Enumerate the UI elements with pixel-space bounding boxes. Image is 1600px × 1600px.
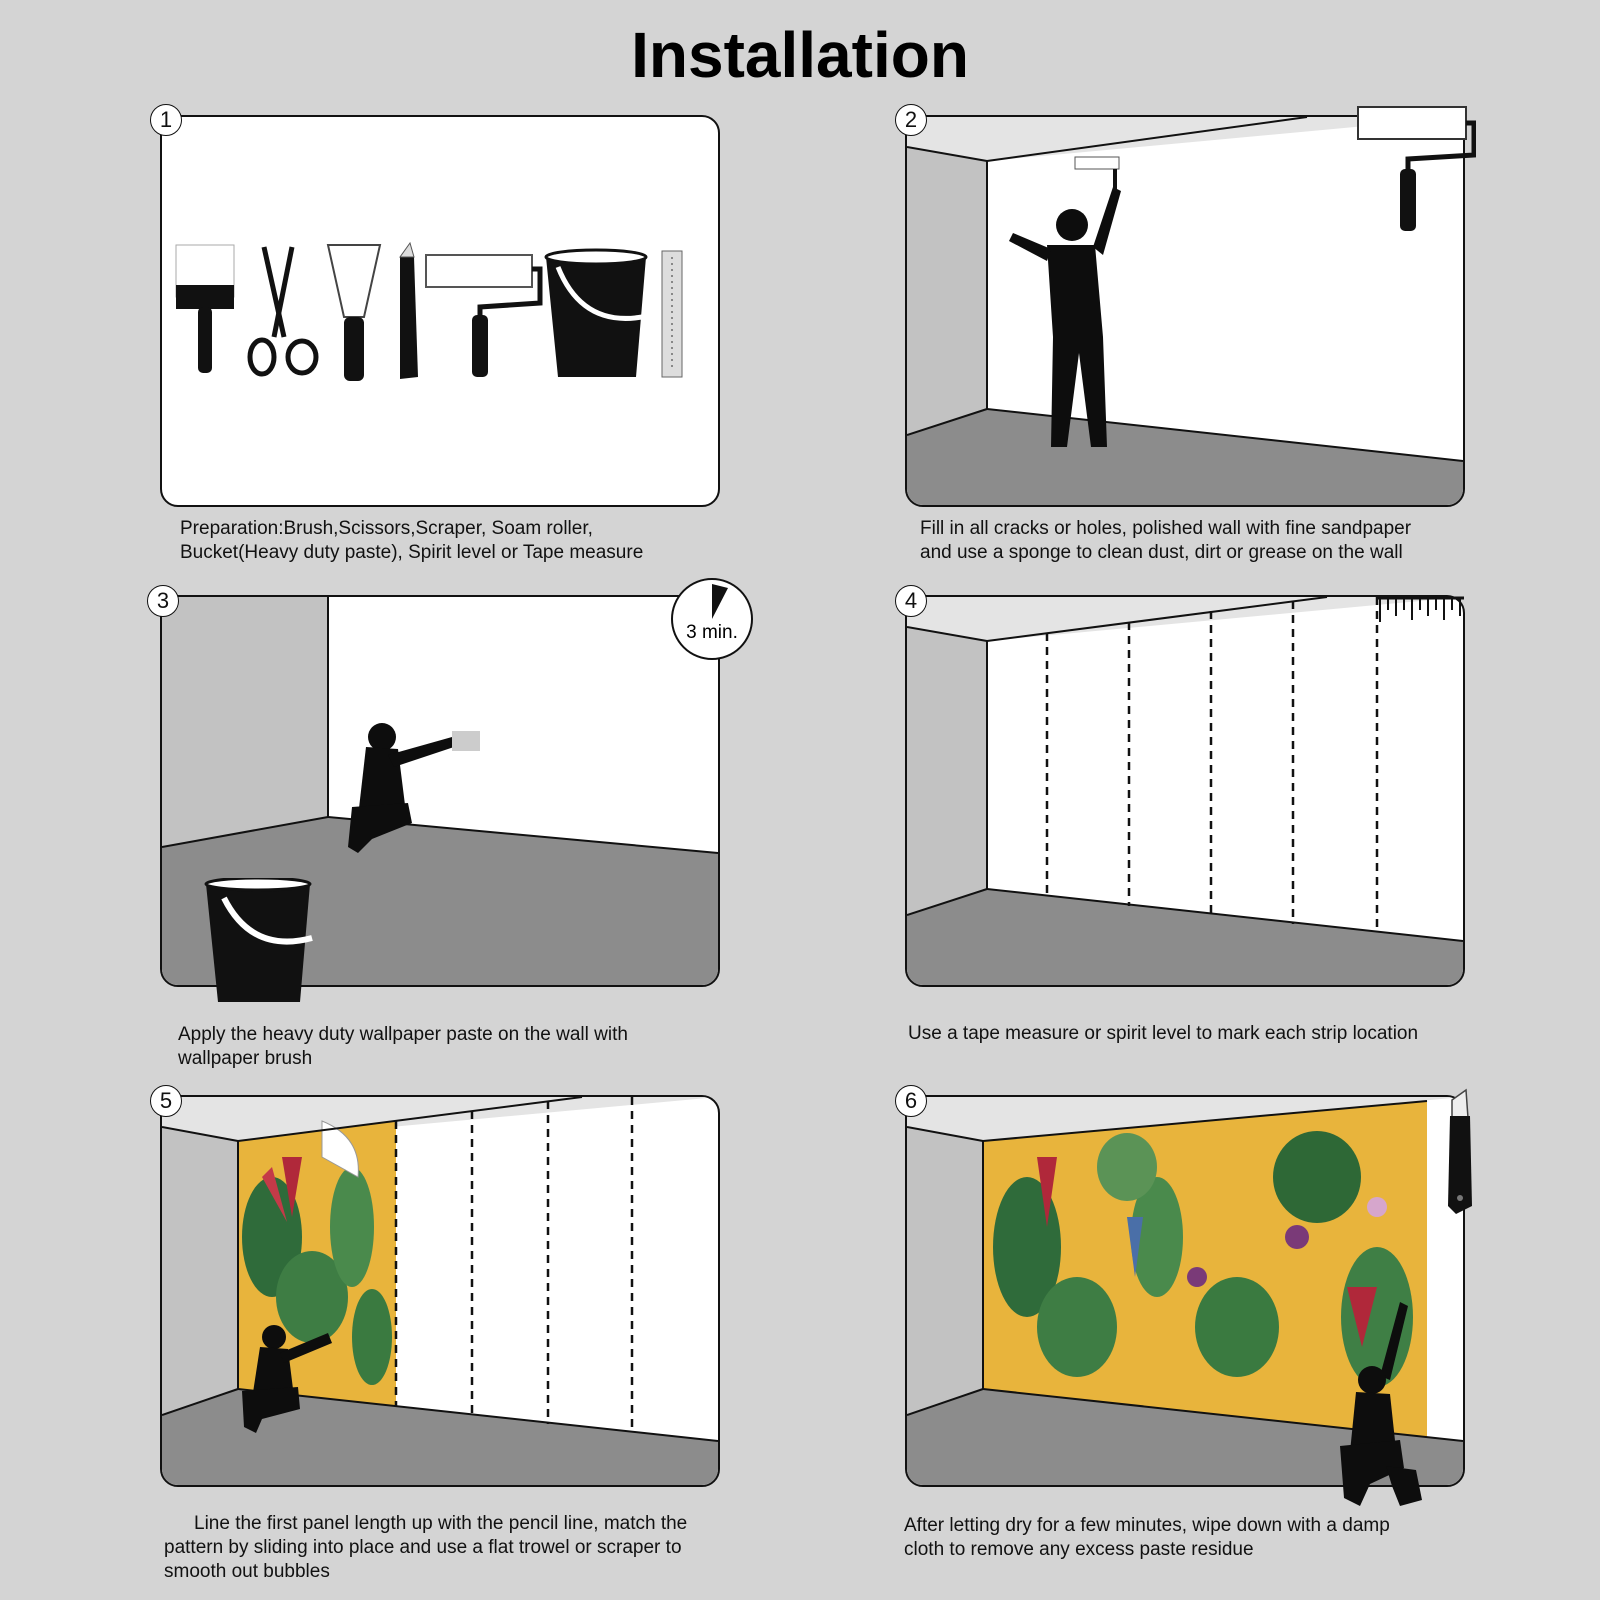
step-number: 4	[895, 585, 927, 617]
step-4-panel	[905, 595, 1465, 987]
page-title: Installation	[631, 19, 969, 91]
step-caption	[178, 1023, 628, 1071]
bucket-icon	[202, 878, 322, 1008]
strip-guide-lines	[396, 1097, 632, 1433]
step-number: 6	[895, 1085, 927, 1117]
step-caption	[904, 1514, 1390, 1562]
step-number: 5	[150, 1085, 182, 1117]
step-number: 3	[147, 585, 179, 617]
tape-measure-icon	[1376, 596, 1464, 626]
caption-line: Line the first panel length up with the pencil line, match the	[194, 1513, 688, 1534]
tools-illustration	[162, 117, 718, 505]
step-caption	[180, 517, 643, 565]
ruler-icon	[662, 251, 682, 377]
paint-roller-icon	[1356, 105, 1476, 235]
caption-line: Fill in all cracks or holes, polished wall with fine sandpaper	[920, 518, 1412, 539]
caption-line: smooth out bubbles	[164, 1561, 330, 1582]
step-number: 1	[150, 104, 182, 136]
person-crouching-icon	[1330, 1300, 1430, 1520]
caption-line: Preparation:Brush,Scissors,Scraper, Soam roller,	[180, 518, 593, 539]
step-1-panel	[160, 115, 720, 507]
timer-icon	[671, 578, 753, 660]
bucket-icon	[546, 250, 646, 377]
step-caption	[164, 1512, 687, 1584]
caption-line: pattern by sliding into place and use a flat trowel or scraper to	[164, 1537, 682, 1558]
caption-line: cloth to remove any excess paste residue	[904, 1539, 1254, 1560]
caption-line: Use a tape measure or spirit level to mark each strip location	[908, 1023, 1419, 1044]
paint-brush-icon	[176, 245, 234, 373]
step-5-panel	[160, 1095, 720, 1487]
step-caption	[920, 517, 1411, 565]
step-number: 2	[895, 104, 927, 136]
knife-icon	[400, 243, 418, 379]
caption-line: wallpaper brush	[178, 1048, 313, 1069]
room-illustration	[162, 1097, 718, 1485]
step-caption	[908, 1022, 1418, 1046]
caption-line: After letting dry for a few minutes, wipe down with a damp	[904, 1515, 1390, 1536]
room-illustration	[907, 597, 1463, 985]
caption-line: Apply the heavy duty wallpaper paste on the wall with	[178, 1024, 628, 1045]
strip-guide-lines	[1047, 597, 1377, 933]
scraper-icon	[328, 245, 380, 381]
person-rolling-icon	[1009, 157, 1121, 447]
timer-label: 3 min.	[686, 622, 738, 643]
knife-icon	[1444, 1088, 1476, 1218]
caption-line: Bucket(Heavy duty paste), Spirit level or Tape measure	[180, 542, 644, 563]
scissors-icon	[250, 247, 316, 374]
paint-roller-icon	[426, 255, 540, 377]
caption-line: and use a sponge to clean dust, dirt or grease on the wall	[920, 542, 1403, 563]
